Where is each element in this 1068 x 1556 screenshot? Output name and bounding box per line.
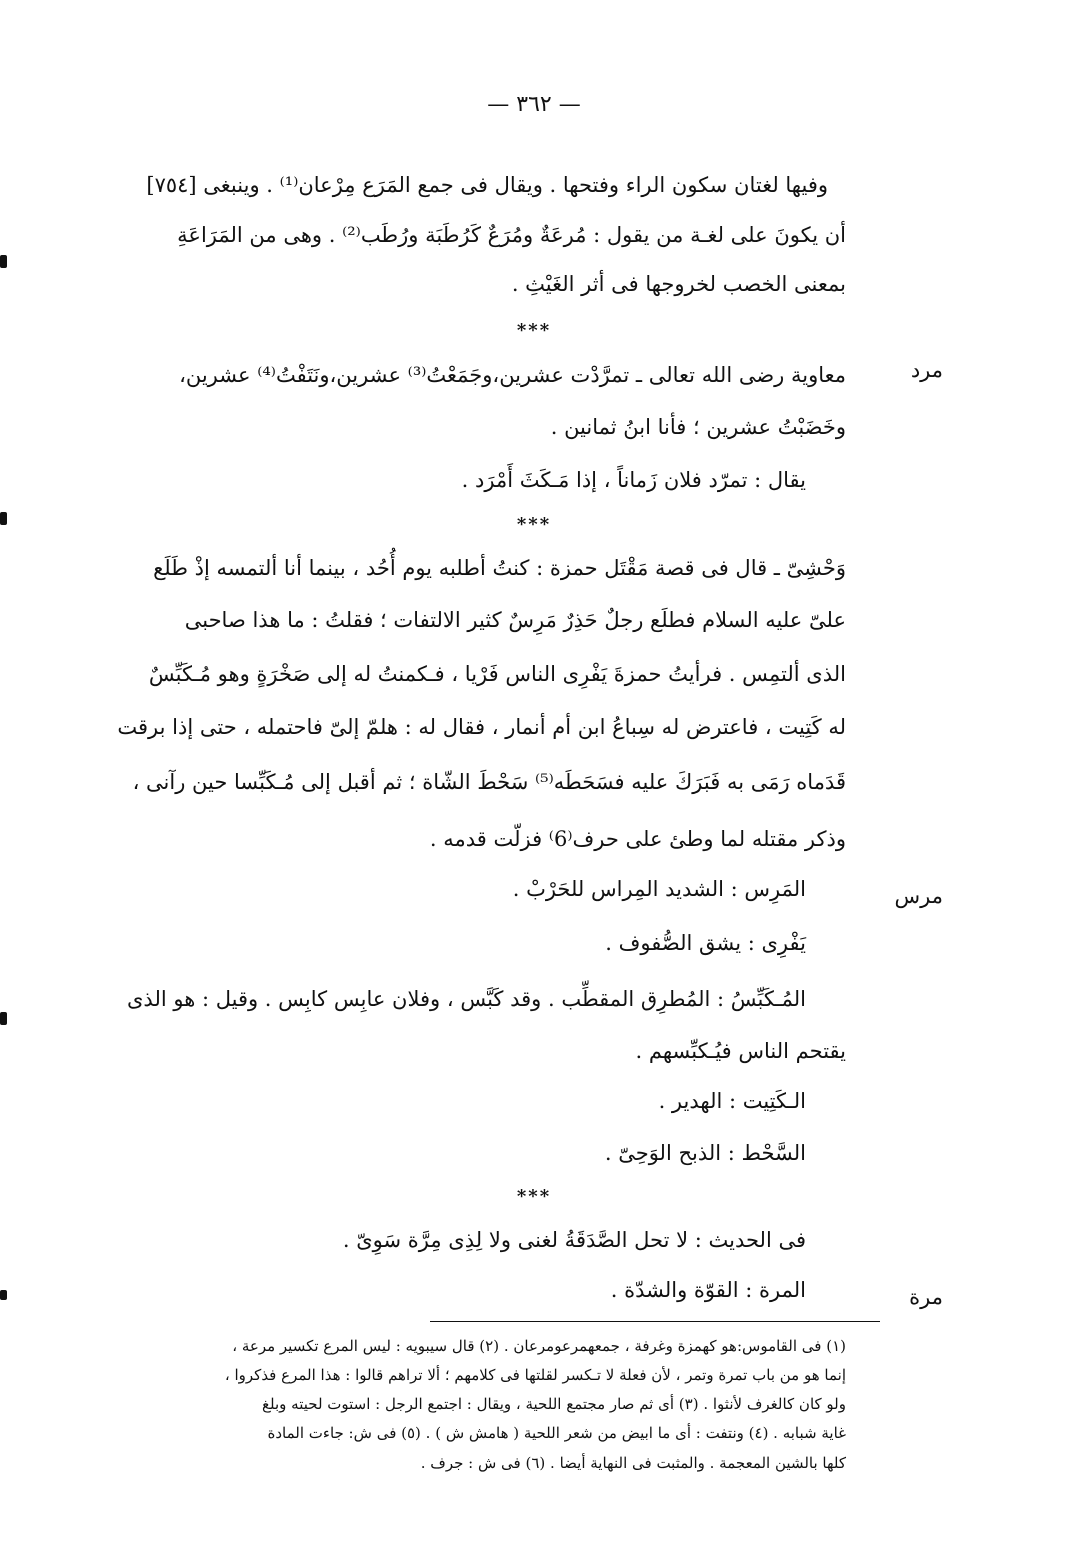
body-line: وفيها لغتان سكون الراء وفتحها . ويقال فى جمع المَرَع مِرْعان⁽¹⁾ . وينبغى [٧٥٤] [146, 173, 828, 197]
body-line: وذكر مقتله لما وطئ على حرف⁽6⁾ فزلّت قدمه . [429, 827, 846, 851]
section-separator: *** [516, 1186, 552, 1207]
body-line: المُـكَبِّسُ : المُطرِق المقطِّب . وقد كَبَّس ، وفلان عابِس كابِس . وقيل : هو الذى [126, 987, 806, 1011]
body-line: معاوية رضى الله تعالى ـ تمرَّدْت عشرين،وجَمَعْتُ⁽³⁾ عشرين،ونَتَفْتُ⁽⁴⁾ عشرين، [179, 363, 846, 387]
body-line: الـكَتِيت : الهدير . [658, 1089, 806, 1113]
scan-edge-mark [0, 1290, 7, 1300]
scan-edge-mark [0, 255, 7, 268]
footnote-line: إنما هو من باب تمرة وتمر ، لأن فعلة لا تـكسر لقلتها فى كلامهم ؛ ألا تراهم قالوا : هذا المرع فذكروا ، [224, 1366, 846, 1384]
page-number: — ٣٦٢ — [487, 92, 581, 117]
body-line: فى الحديث : لا تحل الصَّدَقَةُ لغنى ولا لِذِى مِرَّة سَوِىّ . [342, 1228, 806, 1252]
footnote-line: غاية شبابه . (٤) ونتفت : أى ما ابيض من شعر اللحية ( هامش ش ) . (٥) فى ش: جاءت المادة [267, 1424, 846, 1442]
body-line: وَحْشِىّ ـ قال فى قصة مَقْتَل حمزة : كنتُ أطلبه يوم أُحُد ، بينما أنا ألتمسه إذْ طَلَع [153, 556, 846, 580]
body-line: يقال : تمرّد فلان زَماناً ، إذا مَـكَثَ أَمْرَد . [461, 468, 806, 492]
body-line: قَدَماه رَمَى به فَبَرَكَ عليه فسَحَطَه⁽⁵⁾ سَحْطَ الشّاة ؛ ثم أقبل إلى مُـكَبِّسا حين رآنى ، [132, 770, 846, 794]
body-line: المرة : القوّة والشدّة . [610, 1278, 806, 1302]
body-line: يَفْرِى : يشق الصُّفوف . [605, 931, 806, 955]
footnote-rule [430, 1321, 880, 1322]
body-line: وخَضَبْتُ عشرين ؛ فأنا ابنُ ثمانين . [550, 415, 846, 439]
footnote-line: ولو كان كالغرف لأنثوا . (٣) أى ثم صار مجتمع اللحية ، ويقال : اجتمع الرجل : استوت لحيته وبلغ [262, 1395, 846, 1413]
footnote-line: (١) فى القاموس:هو كهمزة وغرفة ، جمعهمرعومرعان . (٢) قال سيبويه : ليس المرع تكسير مرعة ، [232, 1337, 846, 1355]
margin-term: مرس [894, 884, 943, 908]
body-line: المَرِس : الشديد المِراس للحَرْبْ . [512, 877, 806, 901]
section-separator: *** [516, 514, 552, 535]
margin-term: مرد [910, 358, 943, 382]
body-line: يقتحم الناس فيُـكبِّسهم . [635, 1039, 846, 1063]
body-line: بمعنى الخصب لخروجها فى أثر الغَيْثِ . [511, 272, 846, 296]
body-line: الذى ألتمِس . فرأيتُ حمزةَ يَفْرِى الناس فَرْيا ، فـكمنتُ له إلى صَخْرَةٍ وهو مُـكَبِّسٌ [148, 662, 846, 686]
margin-term: مرة [909, 1285, 943, 1309]
footnote-line: كلها بالشين المعجمة . والمثبت فى النهاية أيضا . (٦) فى ش : جرف . [420, 1454, 846, 1472]
body-line: له كَتِيت ، فاعترض له سِباعُ ابن أم أنمار ، فقال له : هلمّ إلىّ فاحتمله ، حتى إذا برقت [117, 715, 846, 739]
body-line: أن يكونَ على لغـة من يقول : مُرعَةٌ ومُرَعٌ كَرُطَبَة ورُطَب⁽²⁾ . وهى من المَرَاعَةِ [177, 223, 846, 247]
body-line: السَّحْط : الذبح الوَحِىّ . [604, 1141, 806, 1165]
section-separator: *** [516, 320, 552, 341]
scan-edge-mark [0, 1012, 7, 1025]
body-line: علىّ عليه السلام فطلَع رجلٌ حَذِرٌ مَرِسٌ كثير الالتفات ؛ فقلتُ : ما هذا صاحبى [184, 608, 846, 632]
scan-edge-mark [0, 512, 7, 525]
